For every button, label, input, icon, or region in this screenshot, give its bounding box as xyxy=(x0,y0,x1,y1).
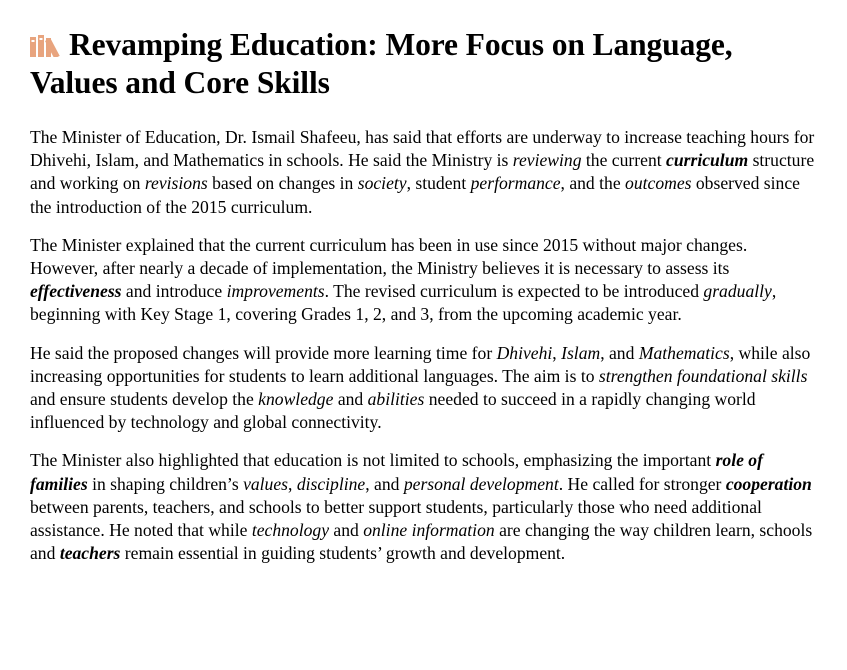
paragraph-4 xyxy=(30,449,817,565)
body-text: . The revised curriculum is expected to be introduced xyxy=(324,281,704,302)
article-title xyxy=(30,26,817,102)
emphasis-text: abilities xyxy=(367,389,425,410)
emphasis-text: personal development xyxy=(403,473,559,494)
body-text: between parents, teachers, and schools to better support students, particularly those who need additional assistance. He noted that while xyxy=(30,496,762,541)
body-text: are changing the way children learn, schools and xyxy=(30,520,813,564)
emphasis-text: reviewing xyxy=(512,150,582,171)
body-text: based on changes in xyxy=(207,173,358,194)
body-text: The Minister also highlighted that education is not limited to schools, emphasizing the important xyxy=(30,450,716,471)
body-text: and introduce xyxy=(121,281,227,302)
body-text: in shaping children’s xyxy=(87,473,244,494)
emphasis-text: strengthen foundational skills xyxy=(598,365,808,386)
paragraph-2 xyxy=(30,234,817,327)
emphasis-text: technology xyxy=(251,520,329,541)
body-text: , and xyxy=(365,473,404,494)
body-text: structure and working on xyxy=(30,150,815,194)
body-text: the current xyxy=(581,150,667,171)
body-text: remain essential in guiding students’ growth and development. xyxy=(120,543,566,564)
body-text: needed to succeed in a rapidly changing world influenced by technology and global connectivity. xyxy=(30,389,756,433)
emphasis-text: revisions xyxy=(144,173,208,194)
emphasis-text: outcomes xyxy=(625,173,692,194)
emphasis-text: values xyxy=(243,473,289,494)
emphasis-text: gradually xyxy=(703,281,772,302)
body-text: He said the proposed changes will provide more learning time for xyxy=(30,342,497,363)
emphasis-text: improvements xyxy=(226,281,325,302)
body-text: , beginning with Key Stage 1, covering Grades 1, 2, and 3, from the upcoming academic year. xyxy=(30,281,777,325)
body-text: The Minister explained that the current curriculum has been in use since 2015 without major changes. However, after nearly a decade of implementation, the Ministry believes it is necessary to assess its xyxy=(30,234,748,279)
emphasis-text: knowledge xyxy=(258,389,334,410)
body-text: , while also increasing opportunities for students to learn additional languages. The aim is to xyxy=(30,342,811,386)
emphasis-text: Mathematics xyxy=(638,342,730,363)
emphasis-bold-text: effectiveness xyxy=(30,281,122,302)
emphasis-bold-text: teachers xyxy=(59,543,121,564)
emphasis-text: society xyxy=(357,173,407,194)
emphasis-text: Islam xyxy=(561,342,601,363)
books-icon xyxy=(30,35,66,57)
paragraph-1 xyxy=(30,126,817,219)
body-text: , and the xyxy=(560,173,626,194)
body-text: . He called for stronger xyxy=(558,473,726,494)
article-title-text: Revamping Education: More Focus on Language, Values and Core Skills xyxy=(30,27,733,100)
body-text: and ensure students develop the xyxy=(30,389,259,410)
emphasis-text: online information xyxy=(363,520,495,541)
body-text: , and xyxy=(600,342,639,363)
emphasis-bold-text: role of families xyxy=(30,450,763,494)
body-text: and xyxy=(333,389,368,410)
article-body xyxy=(30,126,817,565)
emphasis-text: Dhivehi xyxy=(496,342,553,363)
emphasis-bold-text: curriculum xyxy=(666,150,749,171)
emphasis-text: discipline xyxy=(296,473,366,494)
emphasis-bold-text: cooperation xyxy=(725,473,812,494)
body-text: The Minister of Education, Dr. Ismail Shafeeu, has said that efforts are underway to increase teaching hours for Dhivehi, Islam, and Mathematics in schools. He said the Ministry is xyxy=(30,127,815,171)
body-text: observed since the introduction of the 2015 curriculum. xyxy=(30,173,800,217)
body-text: , xyxy=(288,473,297,494)
paragraph-3 xyxy=(30,342,817,435)
body-text: and xyxy=(329,520,364,541)
emphasis-text: performance xyxy=(470,173,561,194)
body-text: , student xyxy=(406,173,471,194)
body-text: , xyxy=(552,342,562,363)
